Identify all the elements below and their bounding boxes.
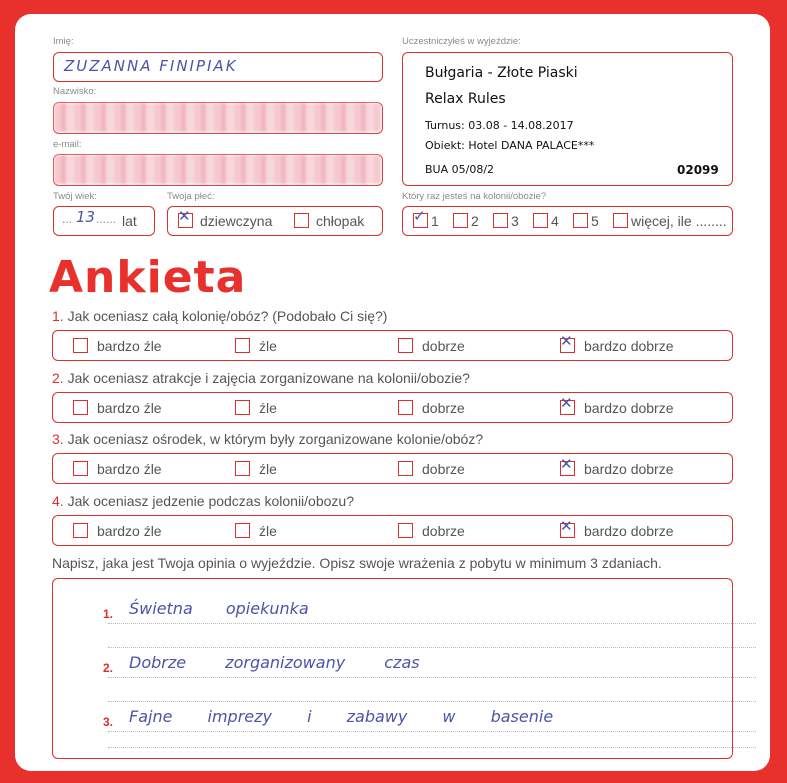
age-label: Twój wiek:: [53, 191, 97, 202]
times-checkbox-2[interactable]: [453, 213, 468, 228]
rating-option: bardzo źle: [97, 461, 162, 477]
rating-option: źle: [259, 461, 277, 477]
rating-option: bardzo źle: [97, 338, 162, 354]
name-field[interactable]: [53, 52, 383, 82]
rating-option: bardzo źle: [97, 400, 162, 416]
check-mark-icon: ✕: [560, 394, 573, 412]
age-unit: lat: [122, 213, 137, 229]
times-option-more: więcej, ile ........: [631, 213, 727, 229]
times-option-1: 1: [431, 213, 439, 229]
age-value: 13: [76, 208, 96, 226]
trip-label: Uczestniczyłeś w wyjeździe:: [402, 36, 521, 47]
rating-checkbox[interactable]: [73, 338, 88, 353]
question-text: Jak oceniasz jedzenie podczas kolonii/obozu?: [67, 493, 354, 509]
rating-checkbox[interactable]: [73, 523, 88, 538]
check-mark-icon: ✕: [560, 455, 573, 473]
question-text: Jak oceniasz atrakcje i zajęcia zorganizowane na kolonii/obozie?: [67, 370, 470, 386]
rating-option: bardzo dobrze: [584, 400, 674, 416]
gender-option-girl: dziewczyna: [200, 213, 273, 229]
gender-option-boy: chłopak: [316, 213, 365, 229]
rating-checkbox[interactable]: [560, 332, 575, 353]
rating-checkbox[interactable]: [235, 400, 250, 415]
question-number: 3.: [52, 431, 64, 447]
times-checkbox-1[interactable]: [413, 207, 428, 228]
gender-group: [167, 206, 383, 236]
times-checkbox-5[interactable]: [573, 213, 588, 228]
rating-option: bardzo dobrze: [584, 523, 674, 539]
email-redacted: [54, 155, 381, 184]
age-dots-before: ...: [62, 212, 73, 226]
opinion-line-2: Dobrze zorganizowany czas: [129, 653, 420, 672]
email-field[interactable]: [53, 154, 383, 186]
opinion-line-3: Fajne imprezy i zabawy w basenie: [129, 707, 554, 726]
trip-code: BUA 05/08/2: [425, 163, 495, 176]
rating-checkbox[interactable]: [560, 455, 575, 476]
question-text: Jak oceniasz ośrodek, w którym były zorganizowane kolonie/obóz?: [67, 431, 484, 447]
trip-destination: Bułgaria - Złote Piaski: [425, 65, 578, 81]
rating-option: dobrze: [422, 523, 465, 539]
opinion-line-1: Świetna opiekunka: [129, 599, 309, 618]
trip-program: Relax Rules: [425, 91, 506, 107]
question-2: [52, 370, 470, 386]
times-option-4: 4: [551, 213, 559, 229]
opinion-prompt: Napisz, jaka jest Twoja opinia o wyjeździe. Opisz swoje wrażenia z pobytu w minimum 3 zdaniach.: [52, 555, 662, 571]
check-mark-icon: ✕: [178, 207, 191, 225]
rating-checkbox[interactable]: [560, 517, 575, 538]
gender-label: Twoja płeć:: [167, 191, 215, 202]
email-label: e-mail:: [53, 139, 82, 150]
rating-row-1: [52, 330, 733, 361]
name-label: Imię:: [53, 36, 74, 47]
times-option-5: 5: [591, 213, 599, 229]
times-option-3: 3: [511, 213, 519, 229]
times-checkbox-3[interactable]: [493, 213, 508, 228]
rating-option: źle: [259, 523, 277, 539]
dotted-line: [108, 677, 756, 678]
question-number: 4.: [52, 493, 64, 509]
survey-title: Ankieta: [49, 252, 247, 303]
gender-checkbox-boy[interactable]: [294, 213, 309, 228]
question-3: [52, 431, 483, 447]
times-option-2: 2: [471, 213, 479, 229]
times-label: Który raz jesteś na kolonii/obozie?: [402, 191, 547, 202]
rating-option: bardzo źle: [97, 523, 162, 539]
check-mark-icon: ✕: [560, 332, 573, 350]
trip-info-box: [402, 52, 733, 186]
survey-sheet: [15, 14, 770, 771]
trip-turnus: Turnus: 03.08 - 14.08.2017: [425, 119, 574, 132]
times-checkbox-more[interactable]: [613, 213, 628, 228]
rating-row-4: [52, 515, 733, 546]
surname-label: Nazwisko:: [53, 86, 97, 97]
rating-row-3: [52, 453, 733, 484]
gender-checkbox-girl[interactable]: [178, 207, 193, 228]
dotted-line: [108, 701, 756, 702]
trip-number: 02099: [677, 163, 719, 177]
rating-option: dobrze: [422, 338, 465, 354]
rating-checkbox[interactable]: [398, 523, 413, 538]
rating-option: dobrze: [422, 461, 465, 477]
dotted-line: [108, 747, 756, 748]
age-field[interactable]: [53, 206, 155, 236]
opinion-line-number: 1.: [103, 607, 114, 621]
question-text: Jak oceniasz całą kolonię/obóz? (Podobało Ci się?): [67, 308, 388, 324]
rating-option: źle: [259, 400, 277, 416]
name-value: ZUZANNA FINIPIAK: [64, 57, 238, 75]
times-group: [402, 206, 733, 236]
rating-checkbox[interactable]: [398, 400, 413, 415]
dotted-line: [108, 623, 756, 624]
rating-checkbox[interactable]: [560, 394, 575, 415]
times-checkbox-4[interactable]: [533, 213, 548, 228]
dotted-line: [108, 647, 756, 648]
rating-checkbox[interactable]: [235, 461, 250, 476]
rating-option: dobrze: [422, 400, 465, 416]
rating-checkbox[interactable]: [398, 461, 413, 476]
rating-option: bardzo dobrze: [584, 461, 674, 477]
question-number: 2.: [52, 370, 64, 386]
age-dots-after: ......: [96, 212, 117, 226]
question-1: [52, 308, 387, 324]
rating-checkbox[interactable]: [235, 338, 250, 353]
dotted-line: [108, 731, 756, 732]
rating-row-2: [52, 392, 733, 423]
rating-checkbox[interactable]: [73, 461, 88, 476]
opinion-line-number: 3.: [103, 715, 114, 729]
rating-checkbox[interactable]: [73, 400, 88, 415]
rating-checkbox[interactable]: [398, 338, 413, 353]
question-number: 1.: [52, 308, 64, 324]
surname-field[interactable]: [53, 102, 383, 134]
rating-checkbox[interactable]: [235, 523, 250, 538]
opinion-box[interactable]: [52, 578, 733, 759]
trip-hotel: Obiekt: Hotel DANA PALACE***: [425, 139, 595, 152]
opinion-line-number: 2.: [103, 661, 114, 675]
surname-redacted: [54, 103, 381, 132]
check-mark-icon: ✕: [560, 517, 573, 535]
rating-option: bardzo dobrze: [584, 338, 674, 354]
question-4: [52, 493, 354, 509]
rating-option: źle: [259, 338, 277, 354]
check-mark-icon: ✓: [413, 207, 426, 225]
